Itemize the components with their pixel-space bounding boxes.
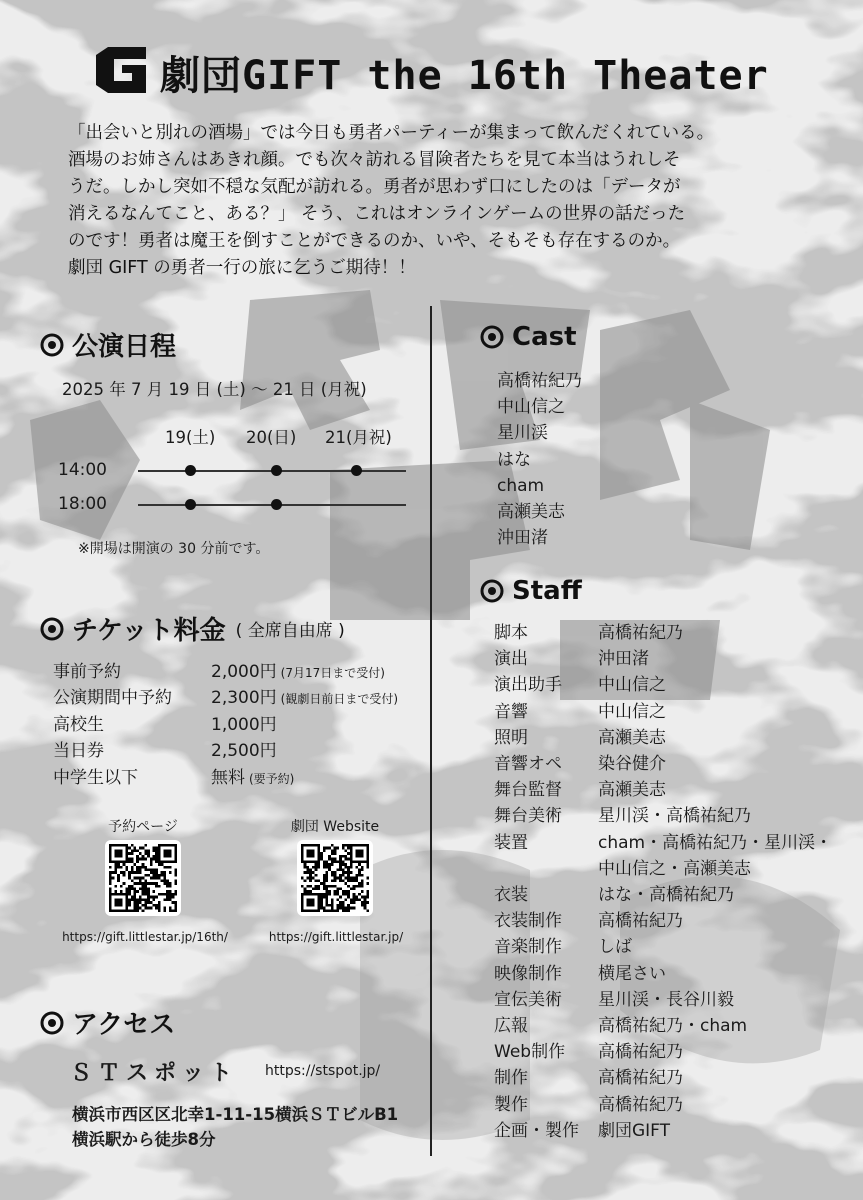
staff-names <box>598 777 832 803</box>
intro-line: のです！勇者は魔王を倒すことができるのか、いや、そもそも存在するのか。 <box>68 231 681 251</box>
staff-names <box>598 1118 832 1144</box>
staff-name: 中山信之・高瀬美志 <box>598 858 751 879</box>
cast-member: はな <box>497 449 531 470</box>
schedule-time: 14:00 <box>58 460 107 480</box>
staff-row <box>494 1118 832 1144</box>
cast-member: 中山信之 <box>497 397 565 418</box>
price-row <box>53 683 398 710</box>
staff-role: 演出 <box>494 649 528 670</box>
staff-name: 中山信之 <box>598 675 666 696</box>
price-name: 高校生 <box>53 714 104 735</box>
section-bullet-icon <box>480 579 504 603</box>
schedule-day: 19(土) <box>165 428 216 447</box>
staff-row <box>494 882 832 908</box>
staff-heading <box>480 576 582 606</box>
staff-name: cham・高橋祐紀乃・星川渓・ <box>598 832 833 853</box>
staff-row <box>494 699 832 725</box>
reserve-qr-code[interactable] <box>105 840 181 916</box>
price-row <box>53 762 398 789</box>
staff-names <box>598 1065 832 1091</box>
website-qr-code[interactable] <box>297 840 373 916</box>
staff-name: 高瀬美志 <box>598 727 666 748</box>
staff-role: 宣伝美術 <box>494 989 562 1010</box>
staff-names <box>598 908 832 934</box>
intro-text <box>68 120 808 282</box>
staff-row <box>494 646 832 672</box>
staff-role: 照明 <box>494 727 528 748</box>
schedule-day: 20(日) <box>246 428 297 447</box>
staff-role: 衣装 <box>494 885 528 906</box>
staff-row <box>494 751 832 777</box>
staff-row <box>494 725 832 751</box>
staff-names <box>598 672 832 698</box>
price-value: 2,000円 <box>211 661 277 682</box>
intro-line: 酒場のお姉さんはあきれ顔。でも次々訪れる冒険者たちを見て本当はうれしそ <box>68 150 681 170</box>
staff-name: 高橋祐紀乃 <box>598 911 683 932</box>
staff-role: 装置 <box>494 832 528 853</box>
price-row <box>53 736 398 763</box>
staff-role: 映像制作 <box>494 963 562 984</box>
price-value-cell <box>211 656 398 683</box>
price-note: (要予約) <box>249 771 295 786</box>
gift-logo-icon <box>92 45 150 95</box>
intro-line: 消えるなんてこと、ある？」 そう、これはオンラインゲームの世界の話だった <box>68 204 686 224</box>
cast-heading-text: Cast <box>512 322 577 352</box>
price-value-cell <box>211 736 398 763</box>
staff-names <box>598 803 832 829</box>
staff-name: 染谷健介 <box>598 754 666 775</box>
cast-list <box>497 368 582 551</box>
staff-names <box>598 987 832 1013</box>
staff-name: 星川渓・長谷川毅 <box>598 989 734 1010</box>
staff-names <box>598 620 832 646</box>
staff-role: 舞台監督 <box>494 780 562 801</box>
reserve-url[interactable]: https://gift.littlestar.jp/16th/ <box>62 930 228 944</box>
staff-name: 横尾さい <box>598 963 666 984</box>
staff-names <box>598 1039 832 1065</box>
performance-dot <box>185 499 196 510</box>
schedule-day: 21(月祝) <box>325 428 392 447</box>
staff-role: Web制作 <box>494 1042 566 1063</box>
website-url[interactable]: https://gift.littlestar.jp/ <box>268 930 404 944</box>
staff-name: はな・高橋祐紀乃 <box>598 885 734 906</box>
staff-names <box>598 1013 832 1039</box>
staff-row <box>494 1065 832 1091</box>
section-bullet-icon <box>40 333 64 357</box>
staff-role: 音楽制作 <box>494 937 562 958</box>
section-bullet-icon <box>40 617 64 641</box>
staff-name: 劇団GIFT <box>598 1120 671 1141</box>
staff-name: 高橋祐紀乃 <box>598 1068 683 1089</box>
staff-names <box>598 934 832 960</box>
staff-names <box>598 830 832 882</box>
price-name: 当日券 <box>53 741 104 762</box>
staff-name: しば <box>598 937 632 958</box>
intro-line: 「出会いと別れの酒場」では今日も勇者パーティーが集まって飲んだくれている。 <box>68 123 715 143</box>
staff-name: 高橋祐紀乃・cham <box>598 1016 748 1037</box>
staff-row <box>494 803 832 829</box>
staff-names <box>598 882 832 908</box>
staff-row <box>494 672 832 698</box>
section-bullet-icon <box>40 1011 64 1035</box>
price-note: (7月17日まで受付) <box>280 665 385 680</box>
staff-row <box>494 1039 832 1065</box>
price-name: 中学生以下 <box>53 767 138 788</box>
price-value: 1,000円 <box>211 714 277 735</box>
page-title: 劇団GIFT the 16th Theater <box>160 53 769 99</box>
staff-row <box>494 1013 832 1039</box>
staff-names <box>598 725 832 751</box>
staff-names <box>598 751 832 777</box>
price-value: 無料 <box>211 767 245 788</box>
staff-heading-text: Staff <box>512 576 582 606</box>
staff-row <box>494 961 832 987</box>
schedule-note: ※開場は開演の 30 分前です。 <box>78 541 270 557</box>
schedule-heading-text: 公演日程 <box>72 332 177 362</box>
staff-row <box>494 908 832 934</box>
staff-name: 高瀬美志 <box>598 780 666 801</box>
staff-row <box>494 620 832 646</box>
staff-role: 音響オペ <box>494 754 562 775</box>
price-table <box>53 656 398 789</box>
venue-directions: 横浜駅から徒歩8分 <box>72 1130 216 1149</box>
column-divider <box>430 306 432 1156</box>
price-value-cell <box>211 683 398 710</box>
schedule-time: 18:00 <box>58 494 107 514</box>
access-heading-text: アクセス <box>72 1010 176 1040</box>
staff-list <box>494 620 832 1144</box>
staff-row <box>494 1092 832 1118</box>
staff-name: 星川渓・高橋祐紀乃 <box>598 806 751 827</box>
website-qr-label: 劇団 Website <box>290 819 380 835</box>
staff-role: 舞台美術 <box>494 806 562 827</box>
intro-line: 劇団 GIFT の勇者一行の旅に乞うご期待！！ <box>68 258 416 278</box>
staff-row <box>494 830 832 882</box>
performance-dot <box>185 465 196 476</box>
tickets-heading <box>40 610 345 647</box>
staff-names <box>598 1092 832 1118</box>
staff-role: 脚本 <box>494 623 528 643</box>
performance-dot <box>271 499 282 510</box>
price-value: 2,500円 <box>211 741 277 762</box>
staff-role: 広報 <box>494 1016 528 1037</box>
staff-name: 中山信之 <box>598 701 666 722</box>
schedule-date-range: 2025 年 7 月 19 日 (土) ～ 21 日 (月祝) <box>62 380 367 399</box>
staff-role: 音響 <box>494 701 528 722</box>
price-row <box>53 656 398 683</box>
staff-row <box>494 777 832 803</box>
qr-code-icon <box>109 844 177 912</box>
price-value-cell <box>211 762 398 789</box>
staff-name: 高橋祐紀乃 <box>598 1042 683 1063</box>
cast-member: cham <box>497 475 545 496</box>
staff-name: 沖田渚 <box>598 649 649 670</box>
price-value: 2,300円 <box>211 688 277 709</box>
cast-member: 沖田渚 <box>497 528 548 549</box>
staff-role: 制作 <box>494 1068 528 1089</box>
intro-line: うだ。しかし突如不穏な気配が訪れる。勇者が思わず口にしたのは「データが <box>68 177 681 197</box>
venue-url[interactable]: https://stspot.jp/ <box>265 1063 381 1079</box>
staff-role: 演出助手 <box>494 675 562 696</box>
cast-heading <box>480 322 577 352</box>
schedule-heading <box>40 326 176 363</box>
performance-dot <box>271 465 282 476</box>
price-value-cell <box>211 709 398 736</box>
staff-row <box>494 987 832 1013</box>
reserve-qr-label: 予約ページ <box>108 819 178 835</box>
section-bullet-icon <box>480 325 504 349</box>
staff-role: 企画・製作 <box>494 1120 579 1141</box>
staff-names <box>598 961 832 987</box>
venue-address: 横浜市西区区北幸1-11-15横浜ＳＴビルB1 <box>72 1105 399 1124</box>
cast-member: 星川渓 <box>497 423 548 444</box>
performance-dot <box>351 465 362 476</box>
staff-name: 高橋祐紀乃 <box>598 623 683 643</box>
price-name: 事前予約 <box>53 661 121 682</box>
access-heading <box>40 1004 175 1041</box>
staff-role: 製作 <box>494 1094 528 1115</box>
venue-name: ＳＴスポット <box>70 1061 239 1086</box>
qr-code-icon <box>301 844 369 912</box>
staff-role: 衣装制作 <box>494 911 562 932</box>
cast-member: 高瀬美志 <box>497 502 565 523</box>
staff-row <box>494 934 832 960</box>
staff-names <box>598 699 832 725</box>
price-name: 公演期間中予約 <box>53 688 172 709</box>
tickets-heading-text: チケット料金 <box>72 616 226 646</box>
tickets-seating-note: ( 全席自由席 ) <box>235 621 345 641</box>
price-note: (観劇日前日まで受付) <box>280 692 399 707</box>
price-row <box>53 709 398 736</box>
staff-names <box>598 646 832 672</box>
cast-member: 高橋祐紀乃 <box>497 371 582 391</box>
staff-name: 高橋祐紀乃 <box>598 1094 683 1115</box>
